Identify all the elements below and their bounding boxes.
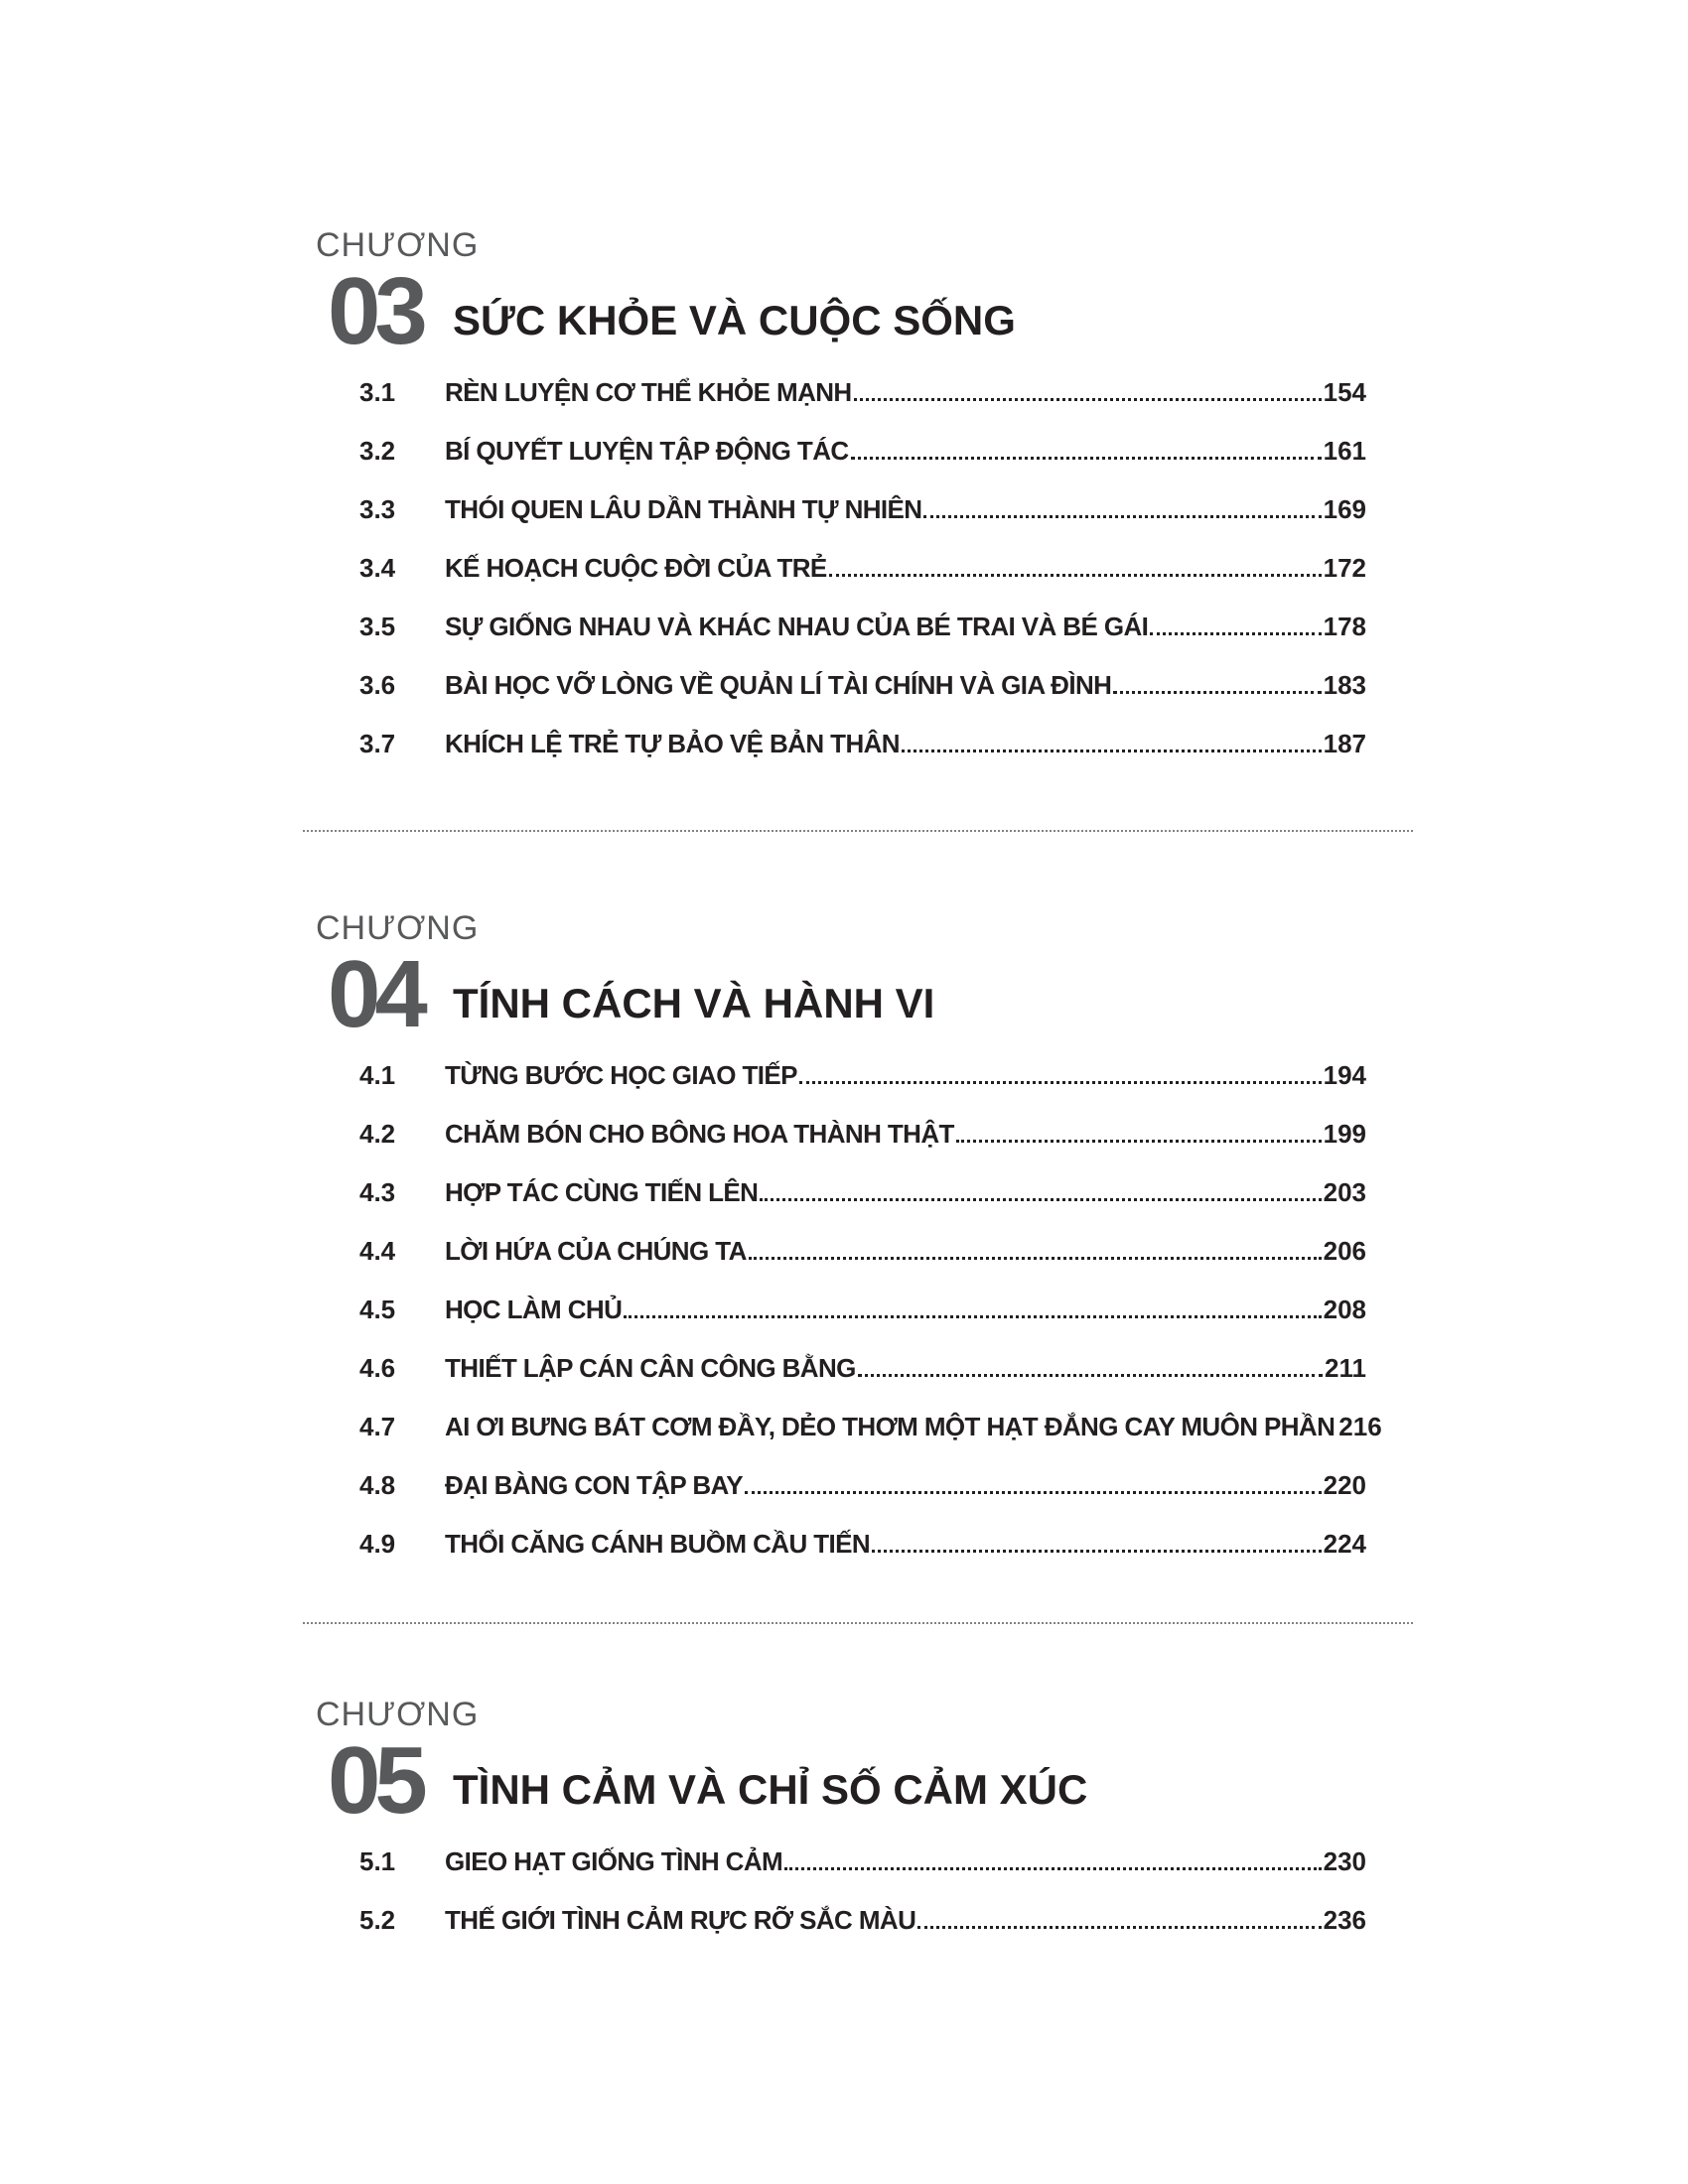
- entry-number: 4.5: [359, 1295, 396, 1324]
- toc-entries: [359, 377, 1366, 787]
- chapter-title: TÍNH CÁCH VÀ HÀNH VI: [453, 980, 935, 1026]
- entry-title: RÈN LUYỆN CƠ THỂ KHỎE MẠNH: [445, 377, 852, 407]
- entry-page: 236: [1323, 1905, 1366, 1935]
- dot-leader: [872, 1529, 1322, 1553]
- entry-title: LỜI HỨA CỦA CHÚNG TA: [445, 1236, 747, 1266]
- toc-entry[interactable]: [359, 1119, 1366, 1177]
- entry-title: SỰ GIỐNG NHAU VÀ KHÁC NHAU CỦA BÉ TRAI VÀ BÉ GÁI: [445, 612, 1149, 641]
- chapter-title: TÌNH CẢM VÀ CHỈ SỐ CẢM XÚC: [453, 1766, 1088, 1813]
- entry-title: HỢP TÁC CÙNG TIẾN LÊN: [445, 1177, 759, 1207]
- chapter-number: 04: [328, 941, 422, 1047]
- toc-entry[interactable]: [359, 436, 1366, 494]
- entry-number: 3.7: [359, 729, 396, 758]
- entry-number: 5.1: [359, 1846, 396, 1876]
- dot-leader: [799, 1060, 1322, 1084]
- entry-number: 4.8: [359, 1470, 396, 1500]
- toc-entry[interactable]: [359, 1470, 1366, 1529]
- chapter-label: CHƯƠNG: [316, 909, 480, 947]
- toc-entry[interactable]: [359, 612, 1366, 670]
- toc-entry[interactable]: [359, 1236, 1366, 1295]
- dot-leader: [624, 1295, 1321, 1318]
- toc-entry[interactable]: [359, 1353, 1366, 1412]
- entry-number: 5.2: [359, 1905, 396, 1935]
- toc-entry[interactable]: [359, 377, 1366, 436]
- entry-title: THỔI CĂNG CÁNH BUỒM CẦU TIẾN: [445, 1529, 871, 1559]
- entry-title: TỪNG BƯỚC HỌC GIAO TIẾP: [445, 1060, 797, 1090]
- entry-page: 224: [1323, 1529, 1366, 1559]
- entry-number: 4.3: [359, 1177, 396, 1207]
- entry-number: 3.3: [359, 494, 396, 524]
- dot-leader: [784, 1846, 1322, 1870]
- toc-entries: [359, 1846, 1366, 1964]
- toc-entry[interactable]: [359, 729, 1366, 787]
- dot-leader: [917, 1905, 1321, 1929]
- entry-title: THẾ GIỚI TÌNH CẢM RỰC RỠ SẮC MÀU: [445, 1905, 916, 1935]
- dot-leader: [760, 1177, 1321, 1201]
- entry-page: 194: [1323, 1060, 1366, 1090]
- toc-entry[interactable]: [359, 1529, 1366, 1587]
- entry-number: 4.7: [359, 1412, 396, 1441]
- section-divider: [303, 1622, 1413, 1624]
- entry-title: CHĂM BÓN CHO BÔNG HOA THÀNH THẬT: [445, 1119, 954, 1149]
- entry-number: 3.2: [359, 436, 396, 466]
- entry-number: 3.1: [359, 377, 396, 407]
- entry-title: ĐẠI BÀNG CON TẬP BAY: [445, 1470, 744, 1500]
- entry-number: 3.4: [359, 553, 396, 583]
- toc-entry[interactable]: [359, 1412, 1382, 1470]
- entry-page: 187: [1323, 729, 1366, 758]
- entry-title: BÀI HỌC VỠ LÒNG VỀ QUẢN LÍ TÀI CHÍNH VÀ GIA ĐÌNH: [445, 670, 1112, 700]
- entry-number: 4.6: [359, 1353, 396, 1383]
- entry-page: 208: [1323, 1295, 1366, 1324]
- entry-page: 216: [1338, 1412, 1382, 1441]
- dot-leader: [956, 1119, 1322, 1143]
- chapter-title: SỨC KHỎE VÀ CUỘC SỐNG: [453, 297, 1016, 343]
- entry-number: 4.2: [359, 1119, 396, 1149]
- dot-leader: [854, 377, 1322, 401]
- toc-entry[interactable]: [359, 553, 1366, 612]
- entry-number: 4.4: [359, 1236, 396, 1266]
- dot-leader: [1150, 612, 1321, 635]
- chapter-number: 05: [328, 1727, 422, 1834]
- dot-leader: [1113, 670, 1321, 694]
- entry-number: 4.9: [359, 1529, 396, 1559]
- entry-title: GIEO HẠT GIỐNG TÌNH CẢM: [445, 1846, 783, 1876]
- dot-leader: [749, 1236, 1322, 1260]
- toc-entries: [359, 1060, 1382, 1587]
- entry-title: KẾ HOẠCH CUỘC ĐỜI CỦA TRẺ: [445, 553, 827, 583]
- entry-number: 3.6: [359, 670, 396, 700]
- chapter-label: CHƯƠNG: [316, 226, 480, 264]
- dot-leader: [745, 1470, 1322, 1494]
- toc-entry[interactable]: [359, 1905, 1366, 1964]
- entry-page: 161: [1323, 436, 1366, 466]
- entry-page: 169: [1323, 494, 1366, 524]
- entry-page: 154: [1323, 377, 1366, 407]
- toc-entry[interactable]: [359, 1060, 1366, 1119]
- entry-page: 183: [1323, 670, 1366, 700]
- entry-title: BÍ QUYẾT LUYỆN TẬP ĐỘNG TÁC: [445, 436, 849, 466]
- entry-title: AI ƠI BƯNG BÁT CƠM ĐẦY, DẺO THƠM MỘT HẠT ĐẮNG CAY MUÔN PHẦN: [445, 1412, 1336, 1441]
- chapter-number: 03: [328, 258, 422, 364]
- section-divider: [303, 830, 1413, 832]
- toc-entry[interactable]: [359, 1177, 1366, 1236]
- dot-leader: [902, 729, 1322, 752]
- entry-page: 206: [1323, 1236, 1366, 1266]
- chapter-label: CHƯƠNG: [316, 1696, 480, 1733]
- toc-entry[interactable]: [359, 1295, 1366, 1353]
- entry-title: THÓI QUEN LÂU DẦN THÀNH TỰ NHIÊN: [445, 494, 922, 524]
- entry-page: 199: [1323, 1119, 1366, 1149]
- toc-entry[interactable]: [359, 494, 1366, 553]
- entry-page: 203: [1323, 1177, 1366, 1207]
- dot-leader: [923, 494, 1321, 518]
- dot-leader: [829, 553, 1322, 577]
- entry-page: 172: [1323, 553, 1366, 583]
- toc-entry[interactable]: [359, 1846, 1366, 1905]
- entry-page: 211: [1325, 1353, 1366, 1383]
- toc-entry[interactable]: [359, 670, 1366, 729]
- entry-number: 4.1: [359, 1060, 396, 1090]
- entry-page: 230: [1323, 1846, 1366, 1876]
- dot-leader: [851, 436, 1322, 460]
- entry-page: 220: [1323, 1470, 1366, 1500]
- entry-title: HỌC LÀM CHỦ: [445, 1295, 623, 1324]
- entry-number: 3.5: [359, 612, 396, 641]
- dot-leader: [858, 1353, 1323, 1377]
- entry-title: THIẾT LẬP CÁN CÂN CÔNG BẰNG: [445, 1353, 856, 1383]
- entry-page: 178: [1323, 612, 1366, 641]
- entry-title: KHÍCH LỆ TRẺ TỰ BẢO VỆ BẢN THÂN: [445, 729, 900, 758]
